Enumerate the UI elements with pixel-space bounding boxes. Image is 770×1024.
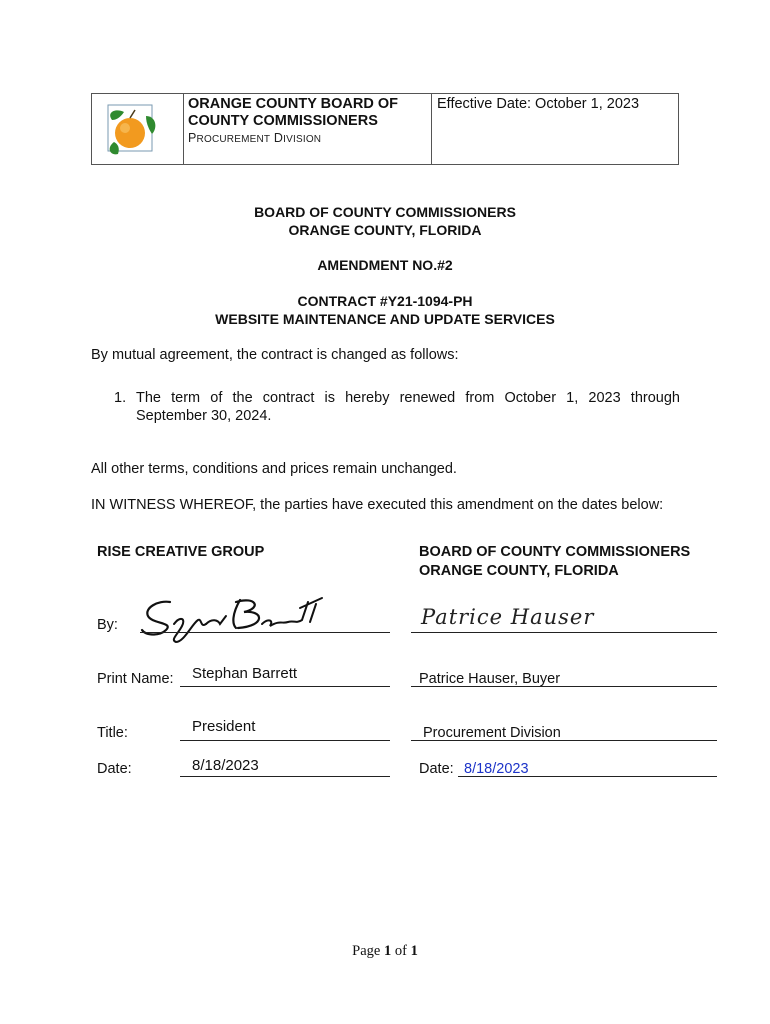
county-date-line	[458, 776, 717, 777]
vendor-title-line	[180, 740, 390, 741]
service-name: WEBSITE MAINTENANCE AND UPDATE SERVICES	[215, 311, 555, 327]
vendor-date-label: Date:	[97, 761, 132, 777]
county-signature: Patrice Hauser	[421, 605, 595, 629]
item-line1: The term of the contract is hereby renewed from October 1, 2023 through	[136, 390, 680, 406]
org-name	[188, 96, 398, 145]
org-name-line2: COUNTY COMMISSIONERS	[188, 113, 378, 129]
county-buyer-name: Patrice Hauser, Buyer	[419, 671, 561, 687]
print-name-label: Print Name:	[97, 671, 174, 687]
contract-number: CONTRACT #Y21-1094-PH	[297, 293, 473, 309]
county-name-line	[411, 686, 717, 687]
witness-text: IN WITNESS WHEREOF, the parties have executed this amendment on the dates below:	[91, 497, 664, 513]
header-box	[91, 93, 679, 165]
division-name: PROCUREMENT DIVISION	[188, 131, 322, 145]
county-division-line	[411, 740, 717, 741]
vendor-signature-line	[140, 632, 390, 633]
vendor-print-name-line	[180, 686, 390, 687]
item-line2: September 30, 2024.	[136, 408, 272, 424]
vendor-signature	[140, 594, 325, 644]
vendor-name: RISE CREATIVE GROUP	[97, 544, 265, 560]
title-line1: BOARD OF COUNTY COMMISSIONERS	[254, 204, 516, 220]
county-division: Procurement Division	[423, 725, 561, 741]
by-label: By:	[97, 617, 118, 633]
county-date-label: Date:	[419, 761, 454, 777]
county-signature-line	[411, 632, 717, 633]
vendor-print-name: Stephan Barrett	[192, 665, 298, 682]
vendor-title: President	[192, 718, 256, 735]
intro-text: By mutual agreement, the contract is changed as follows:	[91, 347, 459, 363]
title-label: Title:	[97, 725, 128, 741]
amendment-number: AMENDMENT NO.#2	[317, 257, 453, 273]
header-divider-right	[431, 94, 432, 164]
title-line2: ORANGE COUNTY, FLORIDA	[288, 222, 482, 238]
vendor-date: 8/18/2023	[192, 757, 259, 774]
header-divider-left	[183, 94, 184, 164]
org-name-line1: ORANGE COUNTY BOARD OF	[188, 96, 398, 112]
county-line2: ORANGE COUNTY, FLORIDA	[419, 563, 619, 579]
orange-logo-icon	[102, 102, 160, 158]
item-number: 1.	[114, 390, 127, 406]
effective-date: Effective Date: October 1, 2023	[437, 96, 640, 112]
county-line1: BOARD OF COUNTY COMMISSIONERS	[419, 544, 691, 560]
other-terms-text: All other terms, conditions and prices remain unchanged.	[91, 461, 457, 477]
page-number: Page 1 of 1	[352, 943, 418, 959]
county-date: 8/18/2023	[464, 761, 529, 777]
vendor-date-line	[180, 776, 390, 777]
